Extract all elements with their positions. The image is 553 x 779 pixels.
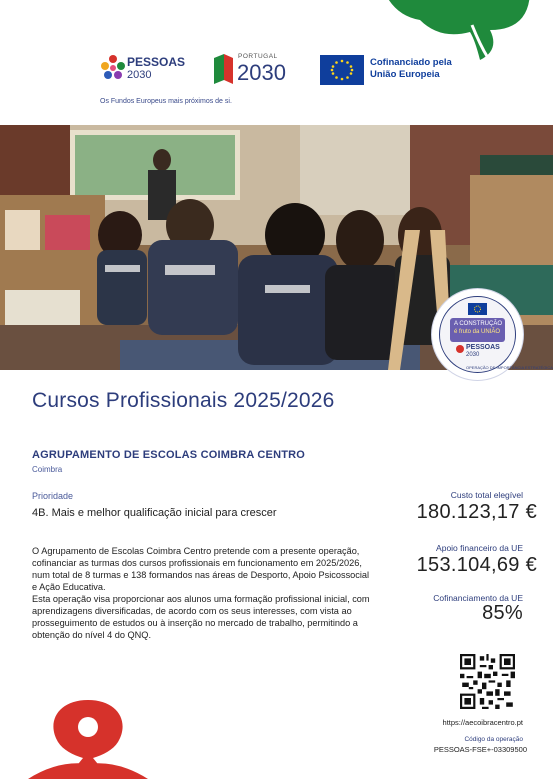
eu-cofinanced-logo <box>320 54 460 86</box>
eu-support-label: Apoio financeiro da UE <box>436 543 523 553</box>
priority-value: 4B. Mais e melhor qualificação inicial para crescer <box>32 507 277 519</box>
portugal-logo-country: PORTUGAL <box>238 53 278 60</box>
project-description <box>32 545 372 641</box>
total-cost-label: Custo total elegível <box>450 490 523 500</box>
pessoas-2030-logo <box>100 52 195 86</box>
cofinancing-value: 85% <box>482 602 523 624</box>
portugal-2030-logo <box>212 52 302 86</box>
green-clover-decoration <box>380 0 530 60</box>
page-title: Cursos Profissionais 2025/2026 <box>32 389 335 412</box>
pessoas-flower-icon <box>100 54 126 84</box>
strategic-operation-badge <box>430 287 553 382</box>
cofinancing-label: Cofinanciamento da UE <box>433 593 523 603</box>
organization-name: AGRUPAMENTO DE ESCOLAS COIMBRA CENTRO <box>32 449 306 461</box>
description-paragraph-2: Esta operação visa proporcionar aos alunos uma formação profissional inicial, com aprendizagens diversificadas, de acordo com os seus interesses, com vista ao prosseguimento de estudos ou à inserção no mercado de trabalho, permitindo a obtenção do nível 4 do QNQ. <box>32 594 370 640</box>
badge-brand: PESSOAS <box>466 344 500 351</box>
website-link[interactable]: https://aecoibracentro.pt <box>442 718 523 727</box>
eu-flag-icon <box>320 55 364 85</box>
pessoas-logo-name: PESSOAS <box>127 55 186 69</box>
description-paragraph-1: O Agrupamento de Escolas Coimbra Centro pretende com a presente operação, cofinanciar as turmas dos cursos profissionais em funcionamento em 2025/2026, num total de 8 turmas e 138 formandos nas áreas de Desporto, Apoio Psicossocial e Ação Educativa. <box>32 546 370 592</box>
badge-line2: é fruto da UNIÃO <box>454 329 501 335</box>
red-person-decoration <box>28 700 148 779</box>
total-cost-value: 180.123,17 € <box>416 501 537 523</box>
portugal-flag-icon <box>212 54 234 84</box>
badge-year: 2030 <box>466 352 480 358</box>
portugal-logo-year: 2030 <box>237 60 286 85</box>
badge-arc-text: OPERAÇÃO DE IMPORTÂNCIA ESTRATÉGICA <box>466 365 553 370</box>
city-name: Coimbra <box>32 465 63 474</box>
priority-label: Prioridade <box>32 491 74 501</box>
tagline: Os Fundos Europeus mais próximos de si. <box>100 98 232 105</box>
badge-line1: A CONSTRUÇÃO <box>454 321 503 327</box>
operation-code-label: Código da operação <box>464 736 523 743</box>
eu-logo-line1: Cofinanciado pela <box>370 57 452 68</box>
eu-support-value: 153.104,69 € <box>416 554 537 576</box>
eu-logo-line2: União Europeia <box>370 69 440 80</box>
qr-code-icon[interactable] <box>460 654 515 709</box>
pessoas-logo-year: 2030 <box>127 69 152 81</box>
operation-code-value: PESSOAS-FSE+-03309500 <box>433 745 527 754</box>
